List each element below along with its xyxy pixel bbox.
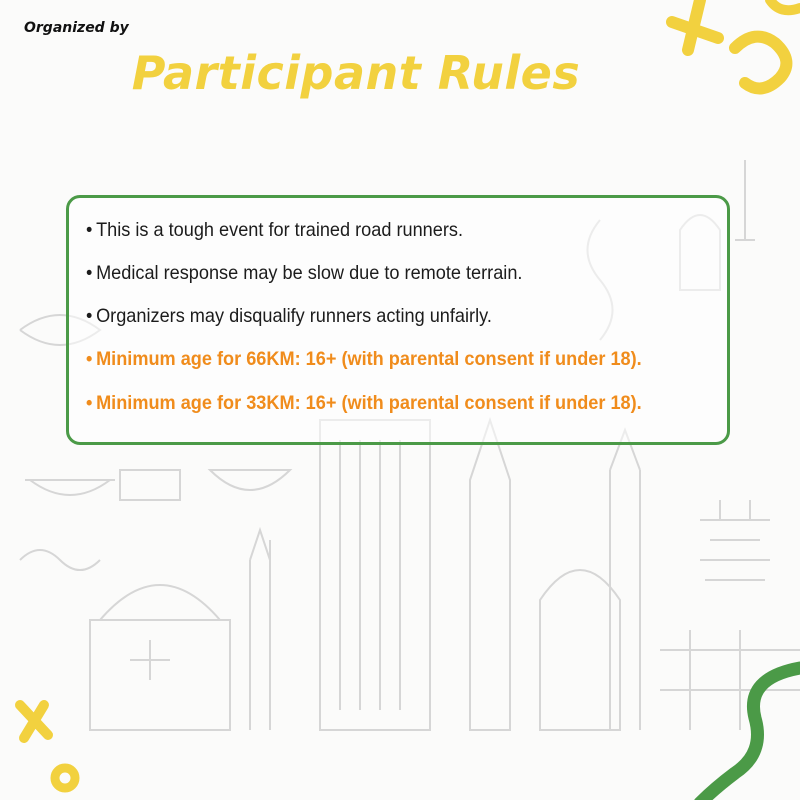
bullet-icon: • bbox=[86, 348, 93, 370]
bullet-icon: • bbox=[86, 219, 93, 241]
rule-text: Organizers may disqualify runners acting unfairly. bbox=[96, 305, 492, 327]
rule-item bbox=[86, 348, 642, 371]
page-title: Participant Rules bbox=[131, 46, 581, 100]
rule-text: Minimum age for 66KM: 16+ (with parental consent if under 18). bbox=[96, 348, 642, 370]
rule-text: Minimum age for 33KM: 16+ (with parental consent if under 18). bbox=[96, 392, 642, 414]
bullet-icon: • bbox=[86, 392, 93, 414]
bullet-icon: • bbox=[86, 262, 93, 284]
rule-item bbox=[86, 219, 463, 242]
bullet-icon: • bbox=[86, 305, 93, 327]
rule-item bbox=[86, 392, 642, 415]
rule-text: Medical response may be slow due to remote terrain. bbox=[96, 262, 523, 284]
rule-text: This is a tough event for trained road runners. bbox=[96, 219, 464, 241]
rule-item bbox=[86, 262, 522, 285]
rule-item bbox=[86, 305, 492, 328]
organized-by-label: Organized by bbox=[24, 20, 129, 36]
